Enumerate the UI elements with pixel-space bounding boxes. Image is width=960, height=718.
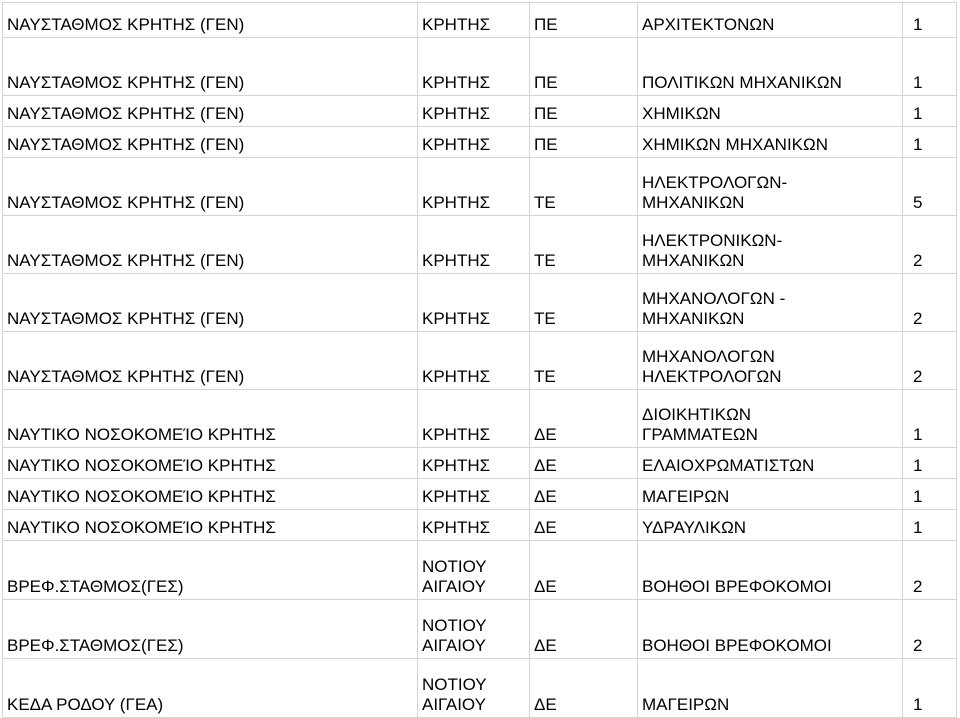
- count-cell: 1: [903, 448, 957, 479]
- region-cell: ΚΡΗΤΗΣ: [418, 274, 530, 332]
- table-row: [3, 390, 957, 448]
- category-cell: ΤΕ: [530, 158, 638, 216]
- count-cell: 2: [903, 274, 957, 332]
- specialty-cell: ΥΔΡΑΥΛΙΚΩΝ: [638, 510, 903, 541]
- specialty-cell: ΒΟΗΘΟΙ ΒΡΕΦΟΚΟΜΟΙ: [638, 541, 903, 600]
- count-cell: 5: [903, 158, 957, 216]
- org-cell: ΝΑΥΣΤΑΘΜΟΣ ΚΡΗΤΗΣ (ΓΕΝ): [3, 216, 418, 274]
- count-cell: 1: [903, 659, 957, 718]
- table-row: [3, 3, 957, 38]
- org-cell: ΝΑΥΤΙΚΟ ΝΟΣΟΚΟΜΕΊΟ ΚΡΗΤΗΣ: [3, 390, 418, 448]
- category-cell: ΔΕ: [530, 600, 638, 659]
- org-cell: ΝΑΥΤΙΚΟ ΝΟΣΟΚΟΜΕΊΟ ΚΡΗΤΗΣ: [3, 479, 418, 510]
- org-cell: ΝΑΥΣΤΑΘΜΟΣ ΚΡΗΤΗΣ (ΓΕΝ): [3, 127, 418, 158]
- category-cell: ΠΕ: [530, 96, 638, 127]
- table-row: [3, 479, 957, 510]
- count-cell: 1: [903, 390, 957, 448]
- org-cell: ΝΑΥΣΤΑΘΜΟΣ ΚΡΗΤΗΣ (ΓΕΝ): [3, 96, 418, 127]
- region-cell: ΝΟΤΙΟΥ ΑΙΓΑΙΟΥ: [418, 659, 530, 718]
- table-body: [3, 3, 957, 718]
- category-cell: ΔΕ: [530, 448, 638, 479]
- specialty-cell: ΒΟΗΘΟΙ ΒΡΕΦΟΚΟΜΟΙ: [638, 600, 903, 659]
- region-cell: ΚΡΗΤΗΣ: [418, 38, 530, 96]
- table-row: [3, 600, 957, 659]
- count-cell: 2: [903, 600, 957, 659]
- count-cell: 2: [903, 541, 957, 600]
- count-cell: 1: [903, 510, 957, 541]
- specialty-cell: ΔΙΟΙΚΗΤΙΚΩΝ ΓΡΑΜΜΑΤΕΩΝ: [638, 390, 903, 448]
- region-cell: ΚΡΗΤΗΣ: [418, 127, 530, 158]
- count-cell: 2: [903, 216, 957, 274]
- count-cell: 1: [903, 127, 957, 158]
- category-cell: ΔΕ: [530, 479, 638, 510]
- specialty-cell: ΧΗΜΙΚΩΝ ΜΗΧΑΝΙΚΩΝ: [638, 127, 903, 158]
- region-cell: ΚΡΗΤΗΣ: [418, 390, 530, 448]
- count-cell: 1: [903, 38, 957, 96]
- specialty-cell: ΜΑΓΕΙΡΩΝ: [638, 479, 903, 510]
- table-row: [3, 448, 957, 479]
- specialty-cell: ΜΑΓΕΙΡΩΝ: [638, 659, 903, 718]
- table-row: [3, 274, 957, 332]
- specialty-cell: ΠΟΛΙΤΙΚΩΝ ΜΗΧΑΝΙΚΩΝ: [638, 38, 903, 96]
- specialty-cell: ΗΛΕΚΤΡΟΝΙΚΩΝ- ΜΗΧΑΝΙΚΩΝ: [638, 216, 903, 274]
- table-row: [3, 332, 957, 390]
- org-cell: ΝΑΥΣΤΑΘΜΟΣ ΚΡΗΤΗΣ (ΓΕΝ): [3, 38, 418, 96]
- category-cell: ΔΕ: [530, 510, 638, 541]
- table-row: [3, 127, 957, 158]
- category-cell: ΤΕ: [530, 216, 638, 274]
- category-cell: ΠΕ: [530, 38, 638, 96]
- table-row: [3, 38, 957, 96]
- org-cell: ΒΡΕΦ.ΣΤΑΘΜΟΣ(ΓΕΣ): [3, 600, 418, 659]
- count-cell: 1: [903, 3, 957, 38]
- category-cell: ΔΕ: [530, 541, 638, 600]
- category-cell: ΠΕ: [530, 3, 638, 38]
- region-cell: ΝΟΤΙΟΥ ΑΙΓΑΙΟΥ: [418, 600, 530, 659]
- region-cell: ΝΟΤΙΟΥ ΑΙΓΑΙΟΥ: [418, 541, 530, 600]
- region-cell: ΚΡΗΤΗΣ: [418, 510, 530, 541]
- count-cell: 2: [903, 332, 957, 390]
- category-cell: ΤΕ: [530, 274, 638, 332]
- category-cell: ΔΕ: [530, 390, 638, 448]
- category-cell: ΠΕ: [530, 127, 638, 158]
- specialty-cell: ΑΡΧΙΤΕΚΤΟΝΩΝ: [638, 3, 903, 38]
- region-cell: ΚΡΗΤΗΣ: [418, 3, 530, 38]
- org-cell: ΝΑΥΤΙΚΟ ΝΟΣΟΚΟΜΕΊΟ ΚΡΗΤΗΣ: [3, 448, 418, 479]
- category-cell: ΔΕ: [530, 659, 638, 718]
- org-cell: ΝΑΥΣΤΑΘΜΟΣ ΚΡΗΤΗΣ (ΓΕΝ): [3, 332, 418, 390]
- org-cell: ΚΕΔΑ ΡΟΔΟΥ (ΓΕΑ): [3, 659, 418, 718]
- category-cell: ΤΕ: [530, 332, 638, 390]
- table-row: [3, 216, 957, 274]
- table-row: [3, 510, 957, 541]
- region-cell: ΚΡΗΤΗΣ: [418, 479, 530, 510]
- table-row: [3, 659, 957, 718]
- table-row: [3, 541, 957, 600]
- count-cell: 1: [903, 96, 957, 127]
- table-row: [3, 96, 957, 127]
- count-cell: 1: [903, 479, 957, 510]
- specialty-cell: ΕΛΑΙΟΧΡΩΜΑΤΙΣΤΩΝ: [638, 448, 903, 479]
- region-cell: ΚΡΗΤΗΣ: [418, 158, 530, 216]
- org-cell: ΝΑΥΣΤΑΘΜΟΣ ΚΡΗΤΗΣ (ΓΕΝ): [3, 158, 418, 216]
- region-cell: ΚΡΗΤΗΣ: [418, 448, 530, 479]
- region-cell: ΚΡΗΤΗΣ: [418, 332, 530, 390]
- org-cell: ΒΡΕΦ.ΣΤΑΘΜΟΣ(ΓΕΣ): [3, 541, 418, 600]
- positions-table: [2, 2, 957, 718]
- table-row: [3, 158, 957, 216]
- region-cell: ΚΡΗΤΗΣ: [418, 96, 530, 127]
- org-cell: ΝΑΥΣΤΑΘΜΟΣ ΚΡΗΤΗΣ (ΓΕΝ): [3, 274, 418, 332]
- org-cell: ΝΑΥΣΤΑΘΜΟΣ ΚΡΗΤΗΣ (ΓΕΝ): [3, 3, 418, 38]
- specialty-cell: ΜΗΧΑΝΟΛΟΓΩΝ ΗΛΕΚΤΡΟΛΟΓΩΝ: [638, 332, 903, 390]
- specialty-cell: ΧΗΜΙΚΩΝ: [638, 96, 903, 127]
- region-cell: ΚΡΗΤΗΣ: [418, 216, 530, 274]
- org-cell: ΝΑΥΤΙΚΟ ΝΟΣΟΚΟΜΕΊΟ ΚΡΗΤΗΣ: [3, 510, 418, 541]
- specialty-cell: ΜΗΧΑΝΟΛΟΓΩΝ - ΜΗΧΑΝΙΚΩΝ: [638, 274, 903, 332]
- specialty-cell: ΗΛΕΚΤΡΟΛΟΓΩΝ- ΜΗΧΑΝΙΚΩΝ: [638, 158, 903, 216]
